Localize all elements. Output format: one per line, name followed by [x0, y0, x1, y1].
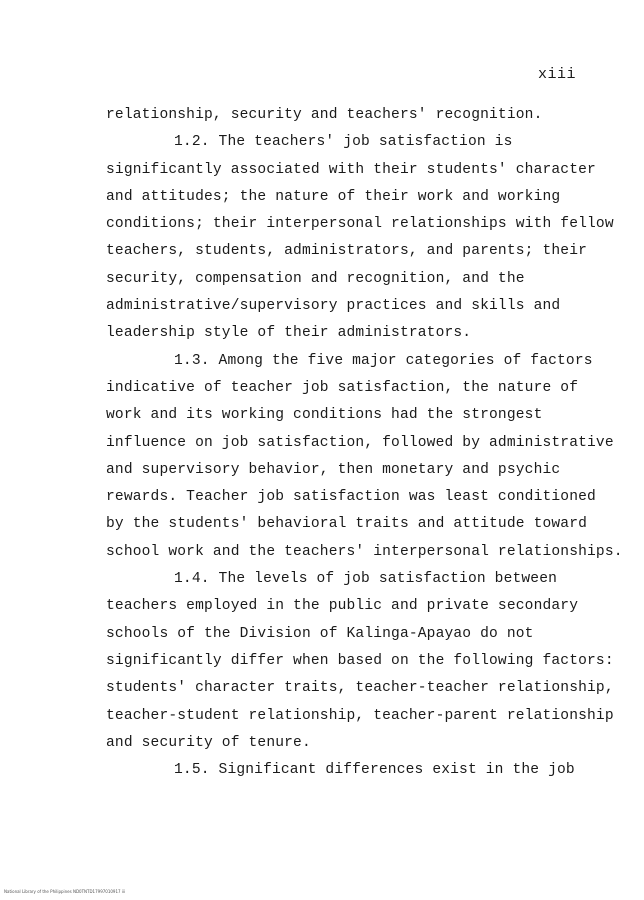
text-line: conditions; their interpersonal relationships with fellow: [106, 216, 614, 233]
text-line: and security of tenure.: [106, 734, 311, 751]
text-line: influence on job satisfaction, followed by administrative: [106, 434, 614, 451]
text-line: schools of the Division of Kalinga-Apayao do not: [106, 625, 534, 642]
text-line: work and its working conditions had the strongest: [106, 407, 543, 424]
text-line: school work and the teachers' interpersonal relationships.: [106, 543, 623, 560]
text-line: 1.2. The teachers' job satisfaction is: [174, 134, 513, 151]
text-line: and attitudes; the nature of their work and working: [106, 188, 561, 205]
text-line: and supervisory behavior, then monetary and psychic: [106, 461, 561, 478]
page-number: xiii: [538, 66, 577, 83]
text-line: teachers, students, administrators, and parents; their: [106, 243, 588, 260]
footer-note: National Library of the Philippines ND0TNTD17997010917 iii: [4, 889, 126, 894]
text-line: 1.3. Among the five major categories of factors: [174, 352, 593, 369]
text-line: 1.5. Significant differences exist in the job: [174, 762, 575, 779]
text-line: teachers employed in the public and private secondary: [106, 598, 579, 615]
text-line: security, compensation and recognition, and the: [106, 270, 525, 287]
text-line: administrative/supervisory practices and skills and: [106, 298, 561, 315]
text-line: leadership style of their administrators.: [106, 325, 472, 342]
text-line: significantly associated with their students' character: [106, 161, 596, 178]
text-line: students' character traits, teacher-teacher relationship,: [106, 680, 614, 697]
text-line: by the students' behavioral traits and attitude toward: [106, 516, 588, 533]
text-line: indicative of teacher job satisfaction, the nature of: [106, 379, 579, 396]
text-line: 1.4. The levels of job satisfaction between: [174, 571, 558, 588]
text-line: rewards. Teacher job satisfaction was least conditioned: [106, 489, 596, 506]
text-line: significantly differ when based on the following factors:: [106, 652, 614, 669]
text-line: teacher-student relationship, teacher-parent relationship: [106, 707, 614, 724]
text-line: relationship, security and teachers' recognition.: [106, 107, 543, 123]
body-text: [106, 102, 626, 784]
